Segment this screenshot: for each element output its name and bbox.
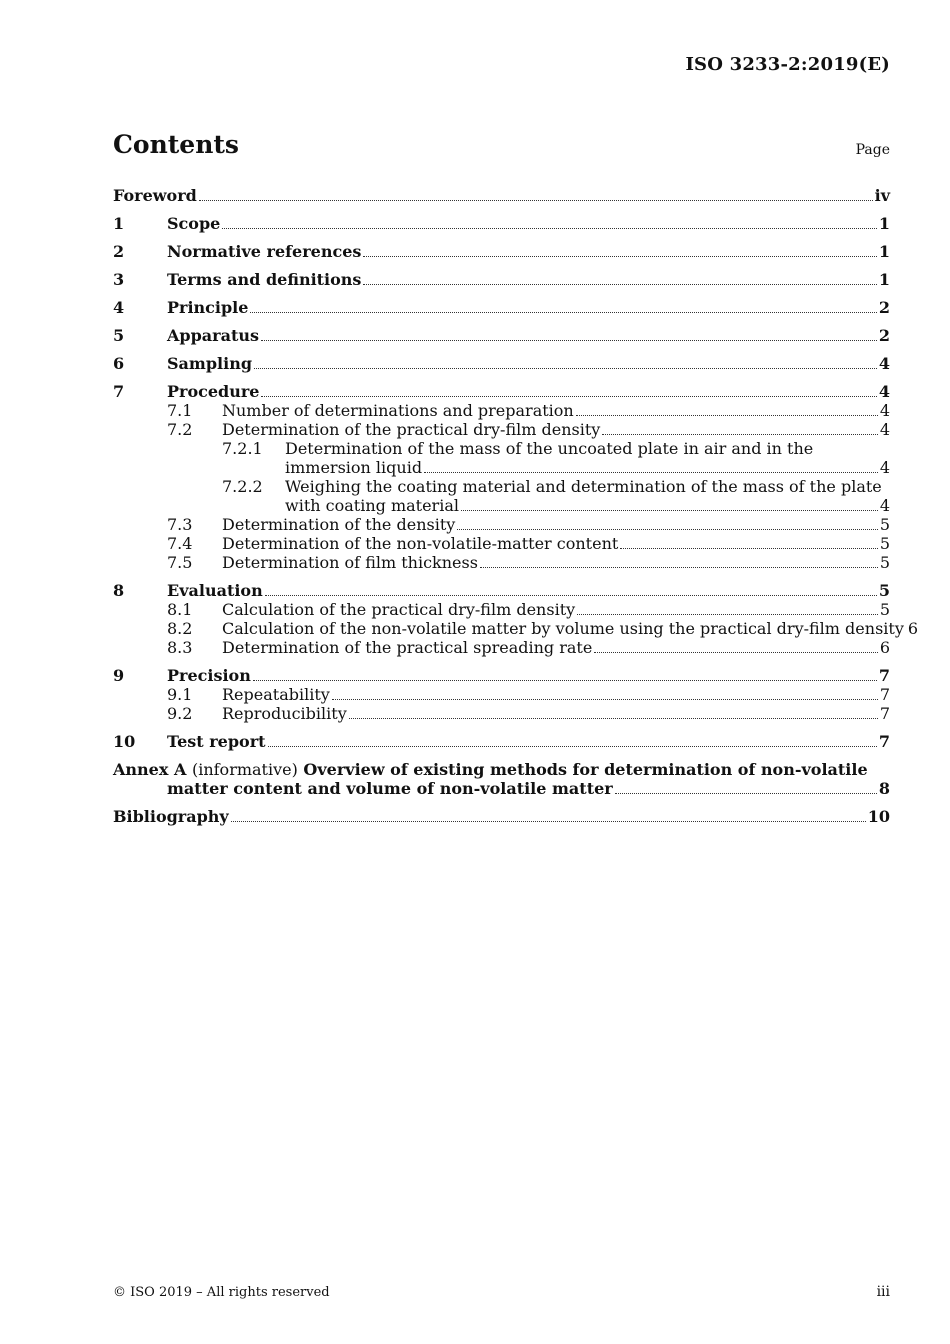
leader-dots [620,547,878,549]
toc-title: Normative references [167,242,362,261]
toc-entry-8-3[interactable] [113,638,890,657]
toc-number: 9 [113,666,125,685]
toc-title: Repeatability [222,685,330,704]
table-of-contents [113,182,919,826]
document-id: ISO 3233-2:2019(E) [685,54,890,75]
toc-title-line2: with coating material [285,496,459,515]
leader-dots [461,509,878,511]
toc-entry-5[interactable] [113,326,890,345]
toc-title: Precision [167,666,251,685]
leader-dots [199,199,873,201]
toc-page: 5 [879,553,890,572]
toc-number: 2 [113,242,125,261]
toc-title-line1 [113,760,868,779]
toc-title: Test report [167,732,266,751]
toc-title: Bibliography [113,807,229,826]
toc-page: 8 [878,779,890,798]
leader-dots [253,679,877,681]
leader-dots [265,594,877,596]
leader-dots [349,717,878,719]
page-number: iii [876,1284,890,1300]
toc-title-line1: Weighing the coating material and determination of the mass of the plate [285,477,882,496]
toc-entry-8-1[interactable] [113,600,890,619]
toc-page: 1 [878,242,890,261]
toc-title: Principle [167,298,249,317]
leader-dots [254,367,877,369]
toc-page: 2 [878,326,890,345]
toc-title: Evaluation [167,581,263,600]
annex-informative: (informative) [191,760,298,779]
toc-page: 6 [907,619,919,638]
toc-title: Scope [167,214,221,233]
toc-entry-annex-a[interactable] [113,760,890,779]
toc-entry-1[interactable] [113,214,890,233]
toc-entry-7-2-2[interactable] [113,477,890,496]
toc-page: 7 [878,732,890,751]
toc-number: 8.2 [167,619,193,638]
toc-number: 7.5 [167,553,193,572]
toc-page: 5 [879,515,890,534]
leader-dots [250,311,876,313]
toc-entry-10[interactable] [113,732,890,751]
leader-dots [602,433,878,435]
toc-title: Reproducibility [222,704,347,723]
annex-title-line1: Overview of existing methods for determination of non-volatile [303,760,868,779]
leader-dots [615,792,877,794]
toc-number: 4 [113,298,125,317]
toc-entry-7-2-1-continued[interactable] [113,458,890,477]
leader-dots [332,698,878,700]
toc-title: Calculation of the practical dry-film density [222,600,576,619]
toc-title: Determination of the practical dry-film density [222,420,601,439]
toc-number: 3 [113,270,125,289]
leader-dots [363,255,876,257]
toc-number: 6 [113,354,125,373]
toc-page: 10 [867,807,890,826]
leader-dots [577,613,878,615]
toc-entry-8[interactable] [113,581,890,600]
toc-page: 4 [879,420,890,439]
toc-number: 7.1 [167,401,193,420]
toc-page: iv [874,186,890,205]
toc-entry-7-2-2-continued[interactable] [113,496,890,515]
copyright-notice: © ISO 2019 – All rights reserved [113,1285,330,1300]
toc-title-line2: matter content and volume of non-volatile matter [167,779,613,798]
toc-entry-7-3[interactable] [113,515,890,534]
toc-entry-3[interactable] [113,270,890,289]
toc-number: 8.1 [167,600,193,619]
toc-number: 9.2 [167,704,193,723]
leader-dots [457,528,878,530]
toc-number: 9.1 [167,685,193,704]
toc-title: Foreword [113,186,197,205]
toc-number: 5 [113,326,125,345]
toc-entry-bibliography[interactable] [113,807,890,826]
toc-entry-annex-a-continued[interactable] [113,779,890,798]
leader-dots [222,227,877,229]
toc-number: 7 [113,382,125,401]
leader-dots [576,414,878,416]
toc-page: 7 [879,704,890,723]
leader-dots [424,471,878,473]
toc-page: 7 [879,685,890,704]
toc-page: 5 [879,534,890,553]
toc-page: 2 [878,298,890,317]
leader-dots [261,395,876,397]
toc-entry-8-2[interactable] [113,619,919,638]
toc-page: 4 [879,496,890,515]
toc-entry-7-4[interactable] [113,534,890,553]
toc-entry-2[interactable] [113,242,890,261]
toc-entry-9[interactable] [113,666,890,685]
toc-number: 1 [113,214,125,233]
toc-entry-9-2[interactable] [113,704,890,723]
toc-page: 6 [879,638,890,657]
leader-dots [480,566,878,568]
toc-entry-7-1[interactable] [113,401,890,420]
page-column-label: Page [855,142,890,158]
toc-page: 4 [878,382,890,401]
leader-dots [594,651,878,653]
toc-title: Terms and definitions [167,270,362,289]
toc-page: 4 [879,401,890,420]
toc-number: 7.3 [167,515,193,534]
toc-title: Determination of film thickness [222,553,478,572]
toc-page: 1 [878,214,890,233]
toc-title-line1: Determination of the mass of the uncoated plate in air and in the [285,439,814,458]
toc-page: 4 [878,354,890,373]
toc-page: 1 [878,270,890,289]
toc-entry-7-5[interactable] [113,553,890,572]
toc-number: 10 [113,732,136,751]
toc-page: 5 [878,581,890,600]
toc-entry-4[interactable] [113,298,890,317]
annex-label: Annex A [113,760,187,779]
toc-page: 7 [878,666,890,685]
contents-heading: Contents [113,130,240,159]
toc-title-line2: immersion liquid [285,458,423,477]
toc-entry-9-1[interactable] [113,685,890,704]
toc-number: 8.3 [167,638,193,657]
toc-entry-foreword[interactable] [113,186,890,205]
toc-title: Determination of the practical spreading rate [222,638,593,657]
toc-entry-7-2[interactable] [113,420,890,439]
toc-title: Determination of the density [222,515,456,534]
toc-title: Determination of the non-volatile-matter content [222,534,619,553]
toc-title: Apparatus [167,326,259,345]
toc-entry-7-2-1[interactable] [113,439,890,458]
leader-dots [363,283,876,285]
toc-number: 7.2 [167,420,193,439]
toc-entry-7[interactable] [113,382,890,401]
toc-number: 7.4 [167,534,193,553]
toc-number: 8 [113,581,125,600]
toc-title: Sampling [167,354,253,373]
leader-dots [261,339,877,341]
leader-dots [268,745,877,747]
toc-title: Calculation of the non-volatile matter by volume using the practical dry-film density [222,619,904,638]
toc-page: 4 [879,458,890,477]
toc-number: 7.2.1 [222,439,263,458]
leader-dots [231,820,866,822]
toc-page: 5 [879,600,890,619]
toc-entry-6[interactable] [113,354,890,373]
toc-title: Number of determinations and preparation [222,401,574,420]
toc-number: 7.2.2 [222,477,263,496]
toc-title: Procedure [167,382,260,401]
